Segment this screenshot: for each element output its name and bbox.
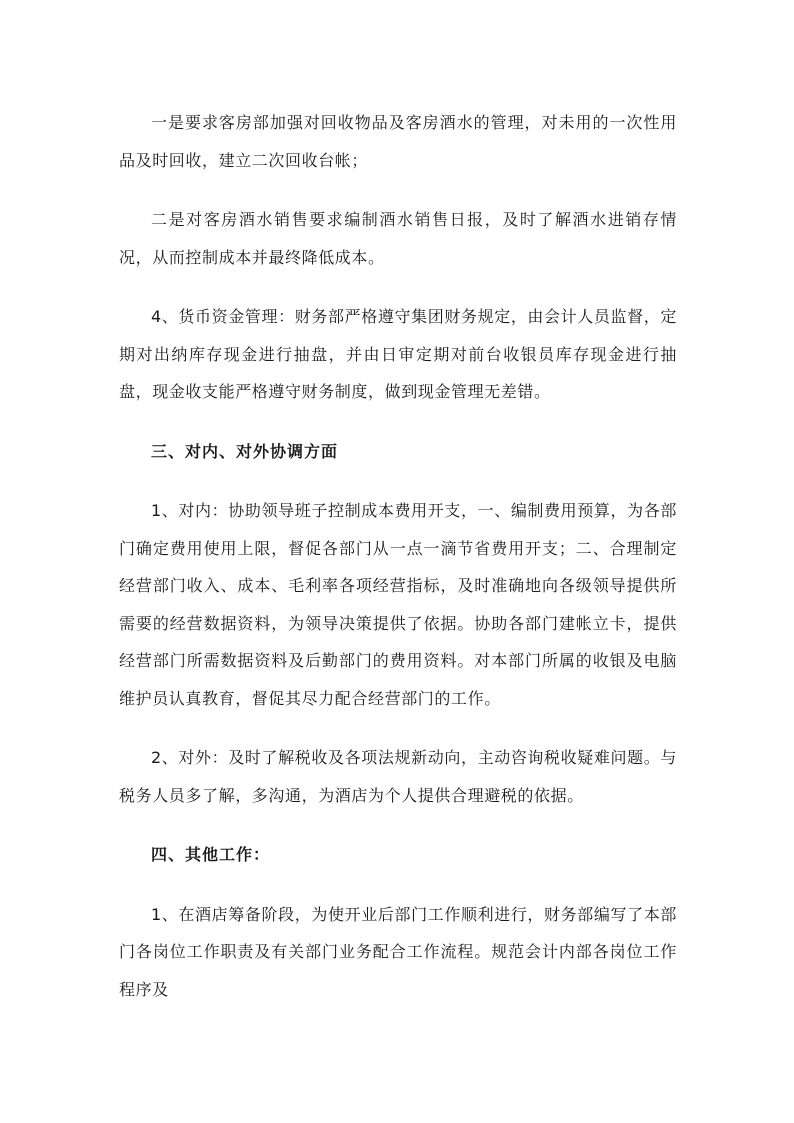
section-heading-other-work: 四、其他工作： bbox=[151, 845, 271, 864]
section-heading-coordination: 三、对内、对外协调方面 bbox=[151, 441, 339, 461]
paragraph-cash-management: 4、货币资金管理：财务部严格遵守集团财务规定，由会计人员监督，定期对出纳库存现金进行抽盘，并由日审定期对前台收银员库存现金进行抽盘，现金收支能严格遵守财务制度，做到现金管理无差错。 bbox=[119, 307, 677, 401]
paragraph-preparation-stage: 1、在酒店筹备阶段，为使开业后部门工作顺利进行，财务部编写了本部门各岗位工作职责及有关部门业务配合工作流程。规范会计内部各岗位工作程序及 bbox=[119, 904, 677, 999]
paragraph-recycling: 一是要求客房部加强对回收物品及客房酒水的管理，对未用的一次性用品及时回收，建立二次回收台帐； bbox=[119, 113, 677, 170]
paragraph-external-coordination: 2、对外：及时了解税收及各项法规新动向，主动咨询税收疑难问题。与税务人员多了解，多沟通，为酒店为个人提供合理避税的依据。 bbox=[119, 748, 677, 805]
paragraph-internal-coordination: 1、对内：协助领导班子控制成本费用开支，一、编制费用预算，为各部门确定费用使用上限，督促各部门从一点一滴节省费用开支；二、合理制定经营部门收入、成本、毛利率各项经营指标，及时准确地向各级领导提供所需要的经营数据资料，为领导决策提供了依据。协助各部门建帐立卡，提供经营部门所需数据资料及后勤部门的费用资料。对本部门所属的收银及电脑维护员认真教育，督促其尽力配合经营部门的工作。 bbox=[119, 501, 677, 708]
document-body bbox=[119, 104, 677, 1030]
paragraph-beverage-sales: 二是对客房酒水销售要求编制酒水销售日报，及时了解酒水进销存情况，从而控制成本并最终降低成本。 bbox=[119, 210, 677, 267]
